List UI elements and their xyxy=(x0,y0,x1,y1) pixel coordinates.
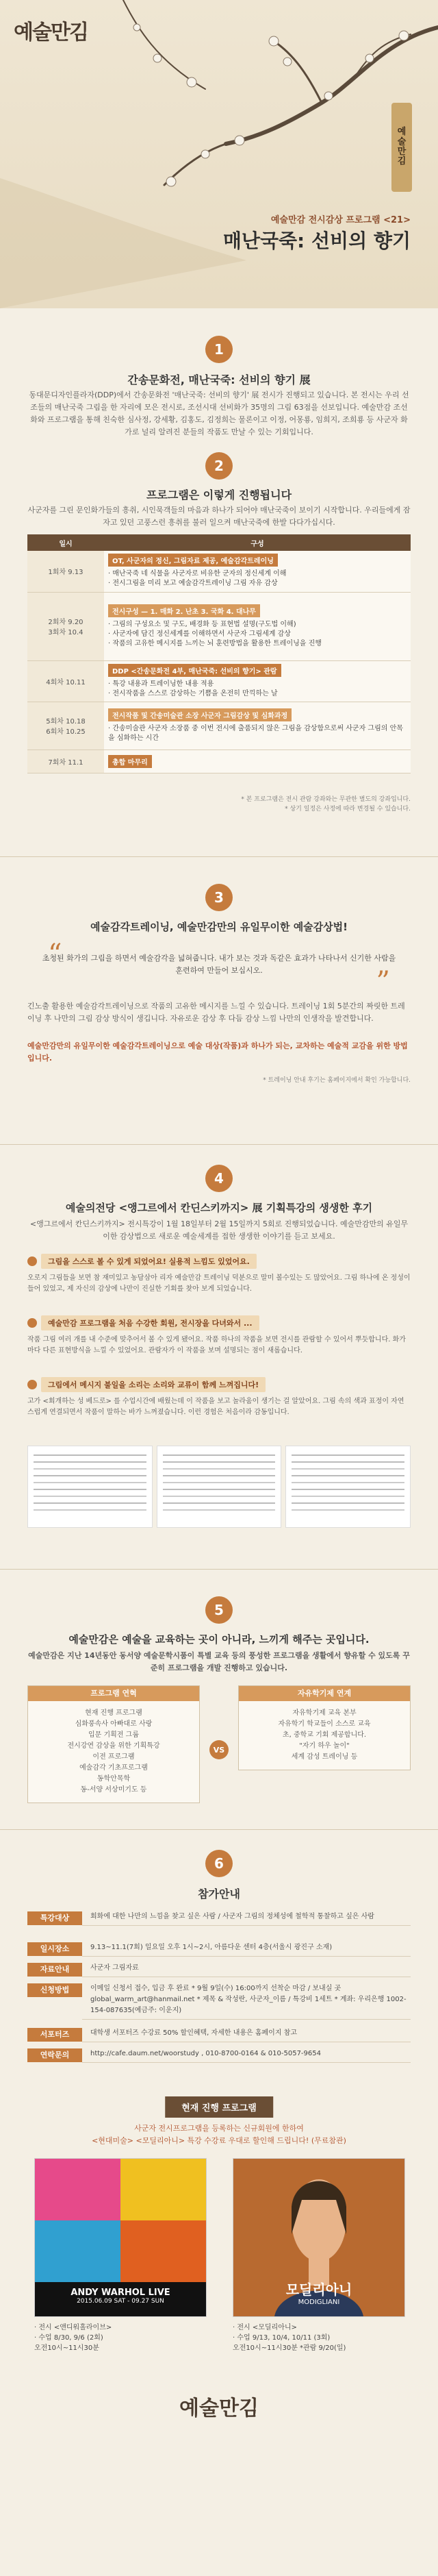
table-row xyxy=(27,702,411,750)
row-date: 7회차 11.1 xyxy=(27,750,104,773)
row-date: 1회차 9.13 xyxy=(27,551,104,592)
table-header-date: 일시 xyxy=(27,534,104,551)
table-row xyxy=(27,551,411,592)
side-tag-char: 예 xyxy=(397,127,407,138)
footer-logo[interactable]: 예술만김 xyxy=(179,2397,259,2420)
row-band: OT, 사군자의 정신, 그림자료 제공, 예술감각트레이닝 xyxy=(108,554,278,567)
info-value: 9.13~11.1(7회) 일요일 오후 1시~2시, 아름다운 센터 4층(서울시 광진구 소재) xyxy=(82,1942,411,1957)
row-content xyxy=(104,702,411,750)
info-row-supporters xyxy=(27,2028,411,2042)
info-row-datetime xyxy=(27,1942,411,1957)
header-banner xyxy=(0,0,438,308)
free-semester-box xyxy=(238,1685,411,1770)
handwriting-photo xyxy=(157,1446,282,1528)
section-text: 예술만감은 지난 14년동안 동서양 예술문학시품이 특별 교육 등의 풍성한 프로그램을 생활에서 향유할 수 있도록 꾸준히 프로그램을 개발 진행하고 있습니다. xyxy=(28,1651,410,1672)
plum-branch-illustration xyxy=(0,0,438,308)
program-schedule-table xyxy=(27,534,411,773)
poster-caption: · 전시 <모딜리아니> · 수업 9/13, 10/4, 10/11 (3회) 오전10시~11시30분 *관람 9/20(일) xyxy=(233,2324,346,2352)
handwriting-photo xyxy=(285,1446,411,1528)
poster-caption-band xyxy=(35,2282,206,2316)
bullet-icon xyxy=(27,1380,37,1389)
info-value: 사군자 그림자료 xyxy=(82,1963,411,1977)
row-items: · 간송미술관 사군자 소장품 중 이번 전시에 출품되지 않은 그림을 감상함으로써 사군자 그림의 안목을 심화하는 시간 xyxy=(108,724,403,742)
section-text: 긴노출 활용한 예술감각트레이닝으로 작품의 고유한 메시지를 느낄 수 있습니다. 트레이닝 1회 5분간의 짜릿한 트레이닝 후 나만의 그림 감상 방식이 생깁니다. 자유로운 감상 후 다듬 감상 느낌 나만의 인생작을 발견합니다. xyxy=(27,1002,405,1023)
side-tag-char: 만 xyxy=(397,147,407,157)
section-title: 프로그램은 이렇게 진행됩니다 xyxy=(146,488,292,501)
review-question: 그림을 스스로 볼 수 있게 되었어요! 실용적 느낌도 있었어요. xyxy=(41,1254,257,1269)
review-answer: 고가 <회개하는 성 베드로> 를 수업시간에 배웠는데 이 작품을 보고 놀라움이 생기는 걸 알았어요. 그림 속의 색과 표정이 자연스럽게 연결되면서 작품이 말하는 바가 느껴졌습니다. 이런 경험은 처음이라 감동입니다. xyxy=(27,1398,404,1416)
info-label: 연락문의 xyxy=(27,2048,82,2062)
info-row-apply xyxy=(27,1983,411,2020)
comparison-wrapper xyxy=(27,1685,411,1816)
section-number: 3 xyxy=(205,884,233,911)
row-band: DDP <간송문화전 4부, 매난국죽: 선비의 향기> 관람 xyxy=(108,664,281,677)
info-row-target xyxy=(27,1911,411,1926)
poster-caption: · 전시 <앤디워홀라이브> · 수업 8/30, 9/6 (2회) 오전10시~11시30분 xyxy=(34,2324,112,2352)
current-programs-header: 현재 진행 프로그램 xyxy=(165,2096,273,2118)
schedule-notes: * 본 프로그램은 전시 관람 강좌와는 무관한 별도의 강좌입니다. * 상기 일정은 사정에 따라 변경될 수 있습니다. xyxy=(241,796,411,813)
review-item xyxy=(27,1315,411,1357)
brand-logo[interactable]: 예술만김 xyxy=(14,21,88,45)
box-body: 현재 진행 프로그램 심화풍속사 아빠대로 사랑 입문 기획전 그룹 전시강연 감상을 위한 기획특강 이전 프로그램 예술감각 기초프로그램 동학안목학 동-서양 서상미기도 등 xyxy=(67,1709,160,1794)
section-5 xyxy=(0,1569,438,1829)
close-quote-icon: ” xyxy=(376,966,390,998)
box-header: 자유학기제 연계 xyxy=(239,1686,410,1701)
poster-caption-band xyxy=(233,2279,404,2306)
section-title: 참가안내 xyxy=(198,1887,240,1900)
row-date: 2회차 9.20 3회차 10.4 xyxy=(27,592,104,660)
info-label: 서포터즈 xyxy=(27,2028,82,2042)
side-tag-char: 술 xyxy=(397,136,407,147)
program-subtitle: 예술만감 전시감상 프로그램 <21> xyxy=(270,215,411,225)
table-row xyxy=(27,660,411,702)
info-label: 신청방법 xyxy=(27,1983,82,1997)
section-1 xyxy=(0,308,438,445)
poster-dates: 2015.06.09 SAT - 09.27 SUN xyxy=(77,2298,164,2305)
section-2 xyxy=(0,445,438,856)
section-3 xyxy=(0,856,438,1144)
info-label: 자료안내 xyxy=(27,1963,82,1977)
info-label: 일시장소 xyxy=(27,1942,82,1956)
table-header-content: 구성 xyxy=(104,534,411,551)
row-items: · 그림의 구성요소 및 구도, 배경화 등 표현법 설명(구도법 이해) · 사군자에 담긴 정신세계를 이해하면서 사군자 그림세계 감상 · 작품의 고유한 메시지를 느끼는 뇌 훈련방법을 활용한 트레이닝을 진행 xyxy=(108,620,322,647)
review-handwriting-photos xyxy=(27,1446,411,1528)
section-title: 예술만감은 예술을 교육하는 곳이 아니라, 느끼게 해주는 곳입니다. xyxy=(68,1633,370,1646)
side-tag-char: 김 xyxy=(397,156,407,167)
review-item xyxy=(27,1377,411,1418)
poster-subtitle: MODIGLIANI xyxy=(298,2299,340,2306)
section-6 xyxy=(0,1829,438,2090)
section-4 xyxy=(0,1144,438,1569)
section-text: 동대문디자인플라자(DDP)에서 간송문화전 '매난국죽: 선비의 향기' 展 전시가 진행되고 있습니다. 본 전시는 우리 선조들의 매난국죽 그림을 한 자리에 모은 전시로, 조선시대 선비화가 35명의 그림 63점을 선보입니다. 예술만감 조선화와 프로그램을 통해 친숙한 심사정, 강세황, 김홍도, 김정희는 물론이고 이정, 어몽룡, 임희지, 조희룡 등 사군자 화가로 널리 알려진 분들의 작품도 만날 수 있는 기회입니다. xyxy=(29,391,409,436)
program-history-box xyxy=(27,1685,200,1803)
box-header: 프로그램 연혁 xyxy=(28,1686,199,1701)
info-value: 대학생 서포터즈 수강료 50% 할인혜택, 자세한 내용은 홈페이지 참고 xyxy=(82,2028,411,2042)
info-label: 특강대상 xyxy=(27,1911,82,1925)
section-divider xyxy=(0,1829,438,1830)
section-title: 예술감각트레이닝, 예술만감만의 유일무이한 예술감상법! xyxy=(90,921,348,933)
info-value: 이메일 신청서 접수, 입금 후 완료 * 9월 9일(수) 16:00까지 선착순 마감 / 보내실 곳 global_warm_art@hanmail.net * 제목 & 작성란, 사군자_이름 / 특강비 1세트 * 계좌: 우리은행 1002-154-087635(예금주: 이운지) xyxy=(82,1983,411,2020)
vs-badge: VS xyxy=(209,1740,229,1759)
handwriting-photo xyxy=(27,1446,153,1528)
box-body: 자유학기제 교육 본부 자유학기 학교들이 소스로 교육 초, 중학교 기회 제공합니다. "자기 하우 놀이" 세계 감성 트레이닝 등 xyxy=(278,1709,371,1761)
row-content xyxy=(104,660,411,702)
row-band: 전시작품 및 간송미술관 소장 사군자 그림감상 및 심화과정 xyxy=(108,708,292,721)
warhol-poster[interactable] xyxy=(34,2158,207,2317)
table-row xyxy=(27,750,411,773)
section-note: * 트레이닝 안내 후기는 홈페이지에서 확인 가능합니다. xyxy=(263,1077,411,1084)
review-question: 그림에서 메시지 불일을 소리는 소리와 교류이 함께 느껴집니다! xyxy=(41,1377,266,1392)
section-divider xyxy=(0,1569,438,1570)
side-tag xyxy=(391,103,412,192)
poster-title: 모딜리아니 xyxy=(285,2281,352,2298)
section-number: 5 xyxy=(205,1596,233,1624)
highlight-text: 예술만감만의 유일무이한 예술감각트레이닝으로 예술 대상(작품)과 하나가 되는, 교차하는 예술적 교감을 위한 방법입니다. xyxy=(27,1041,408,1063)
bullet-icon xyxy=(27,1256,37,1266)
row-date: 4회차 10.11 xyxy=(27,660,104,702)
bullet-icon xyxy=(27,1318,37,1328)
modigliani-poster[interactable] xyxy=(233,2158,405,2317)
section-number: 6 xyxy=(205,1850,233,1877)
info-value: 회화에 대한 나만의 느낌을 찾고 싶은 사람 / 사군자 그림의 정체성에 철학적 통찰하고 싶은 사람 xyxy=(82,1911,411,1926)
section-text: 사군자를 그린 문인화가들의 흥취, 시인묵객들의 마음과 하나가 되어야 매난국죽이 보이기 시작합니다. 우리들에게 잠자고 있던 고풍스런 흥취를 불러 일으켜 매난국죽에 한발 다다가십시다. xyxy=(27,506,411,527)
row-items: · 매난국죽 네 식물을 사군자로 비유한 군자의 정신세계 이해 · 전시그림을 미리 보고 예술감각트레이닝 그림 자유 감상 xyxy=(108,570,287,588)
program-title: 매난국죽: 선비의 향기 xyxy=(222,230,411,252)
section-text: <앵그르에서 칸딘스키까지> 전시특강이 1월 18일부터 2월 15일까지 5회로 진행되었습니다. 예술만감만의 유일무이한 감상법으로 새로운 예술세계를 접한 생생한 이야기를 듣고 보세요. xyxy=(29,1219,409,1241)
review-answer: 오로지 그림들을 보면 참 재미있고 농담삼아 리자 예술만감 트레이닝 덕분으로 말미 볼수있는 도 많았어요. 그림 하나에 온 정성이 들어 있었고, 제 자신의 감상에 나만이 진실한 기회를 찾아 보게 되었습니다. xyxy=(27,1274,411,1293)
info-value[interactable]: http://cafe.daum.net/woorstudy , 010-8700-0164 & 010-5057-9654 xyxy=(82,2048,411,2063)
review-item xyxy=(27,1254,411,1295)
table-row xyxy=(27,592,411,660)
section-title: 간송문화전, 매난국죽: 선비의 향기 展 xyxy=(127,373,311,386)
quote-text: 초청된 화가의 그림을 하면서 예술감각을 넓혀줍니다. 내가 보는 것과 독같은 효과가 나타나서 신기한 사람을 훈련하여 만들어 보십시오. xyxy=(42,954,396,975)
row-content xyxy=(104,750,411,773)
current-programs-note: 사군자 전시프로그램을 등록하는 신규회원에 한하여 <현대미술> <모딜리아니> 특강 수강료 우대로 할인해 드립니다! (무료참관) xyxy=(92,2124,346,2145)
section-number: 2 xyxy=(205,452,233,480)
section-current-programs xyxy=(0,2090,438,2439)
review-question: 예술만감 프로그램을 처음 수강한 회원, 전시장을 다녀와서 ... xyxy=(41,1315,259,1330)
poster-title: ANDY WARHOL LIVE xyxy=(70,2288,170,2298)
review-answer: 작품 그림 여러 개를 내 수준에 맞추어서 볼 수 있게 됐어요. 작품 하나의 작품을 보면 전시를 관람할 수 있어서 뿌듯합니다. 화가마다 다른 표현방식을 느낄 수 있었어요. 관람자가 이 작품을 보며 설명되는 점이 새롭습니다. xyxy=(27,1336,406,1354)
info-row-materials xyxy=(27,1963,411,1977)
open-quote-icon: “ xyxy=(48,939,62,970)
section-title: 예술의전당 <앵그르에서 칸딘스키까지> 展 기획특강의 생생한 후기 xyxy=(65,1202,373,1214)
row-content xyxy=(104,592,411,660)
section-number: 4 xyxy=(205,1165,233,1192)
section-divider xyxy=(0,856,438,857)
row-date: 5회차 10.18 6회차 10.25 xyxy=(27,702,104,750)
section-number: 1 xyxy=(205,336,233,363)
row-content xyxy=(104,551,411,592)
pop-art-grid xyxy=(35,2159,206,2282)
info-row-contact xyxy=(27,2048,411,2063)
row-band: 전시구성 — 1. 매화 2. 난초 3. 국화 4. 대나무 xyxy=(108,604,260,617)
row-items: · 특강 내용과 트레이닝한 내용 적용 · 전시작품을 스스로 감상하는 기쁨을 온전히 만끽하는 날 xyxy=(108,680,278,697)
section-divider xyxy=(0,1144,438,1145)
row-band: 총합 마무리 xyxy=(108,755,152,768)
